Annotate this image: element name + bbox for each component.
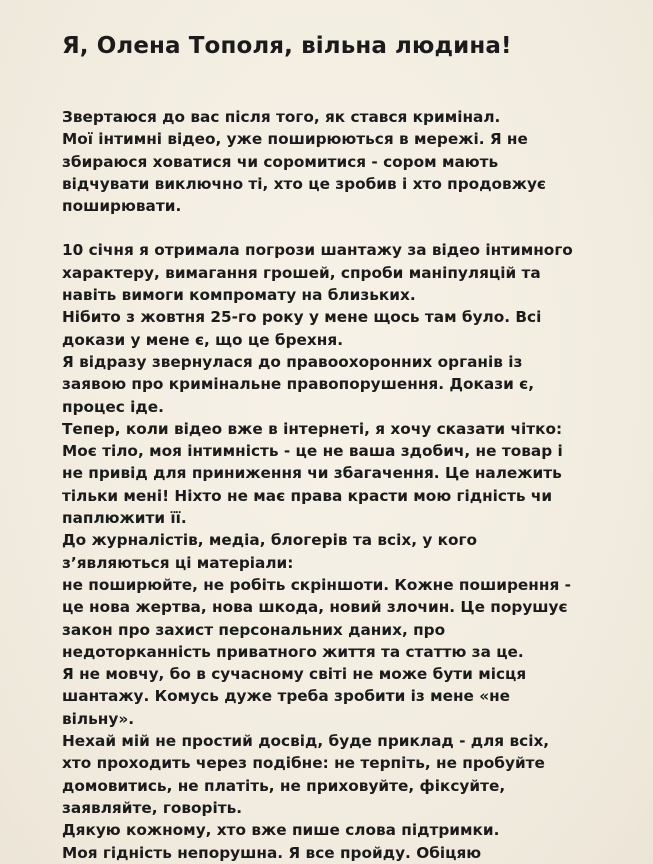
text-line: Моя гідність непорушна. Я все пройду. Обіцяю xyxy=(62,843,482,862)
text-line: навіть вимоги компромату на близьких. xyxy=(62,286,416,305)
statement-title: Я, Олена Тополя, вільна людина! xyxy=(62,33,512,59)
text-line: недоторканність приватного життя та статтю за це. xyxy=(62,642,524,661)
text-line: збираюся ховатися чи соромитися - сором мають xyxy=(62,152,499,171)
text-line: домовитись, не платіть, не приховуйте, фіксуйте, xyxy=(62,776,506,795)
text-line: Дякую кожному, хто вже пише слова підтримки. xyxy=(62,821,500,840)
text-line: паплюжити її. xyxy=(62,509,187,528)
text-line: вільну». xyxy=(62,709,135,728)
text-line: Нехай мій не простий досвід, буде приклад - для всіх, xyxy=(62,732,550,751)
text-line: це нова жертва, нова шкода, новий злочин. Це порушує xyxy=(62,598,568,617)
text-line: не привід для приниження чи збагачення. Це належить xyxy=(62,464,562,483)
text-line: заявою про кримінальне правопорушення. Докази є, xyxy=(62,375,534,394)
text-line: До журналістів, медіа, блогерів та всіх, у кого xyxy=(62,531,478,550)
text-line: Звертаюся до вас після того, як стався кримінал. xyxy=(62,108,501,126)
main-paragraph xyxy=(62,239,593,863)
text-line: характеру, вимагання грошей, спроби маніпуляцій та xyxy=(62,263,541,282)
text-line: 10 січня я отримала погрози шантажу за відео інтимного xyxy=(62,241,573,260)
text-line: поширювати. xyxy=(62,197,182,216)
text-line: заявляйте, говоріть. xyxy=(62,798,243,817)
text-line: Нібито з жовтня 25-го року у мене щось там було. Всі xyxy=(62,308,542,327)
text-line: тільки мені! Ніхто не має права красти мою гідність чи xyxy=(62,486,553,505)
text-line: докази у мене є, що це брехня. xyxy=(62,330,344,349)
text-line: хто проходить через подібне: не терпіть, не пробуйте xyxy=(62,754,545,773)
intro-paragraph xyxy=(62,106,593,217)
text-line: Я не мовчу, бо в сучасному світі не може бути місця xyxy=(62,665,527,684)
text-line: закон про захист персональних даних, про xyxy=(62,620,446,639)
text-line: Тепер, коли відео вже в інтернеті, я хочу сказати чітко: xyxy=(62,419,563,438)
text-line: відчувати виключно ті, хто це зробив і хто продовжує xyxy=(62,174,546,193)
text-line: не поширюйте, не робіть скріншоти. Кожне поширення - xyxy=(62,575,571,594)
text-line: з’являються ці матеріали: xyxy=(62,553,294,572)
text-line: Я відразу звернулася до правоохоронних органів із xyxy=(62,352,523,371)
text-line: Моє тіло, моя інтимність - це не ваша здобич, не товар і xyxy=(62,442,563,461)
text-line: Мої інтимні відео, уже поширюються в мережі. Я не xyxy=(62,130,528,149)
text-line: шантажу. Комусь дуже треба зробити із мене «не xyxy=(62,687,511,706)
text-line: процес іде. xyxy=(62,397,164,416)
